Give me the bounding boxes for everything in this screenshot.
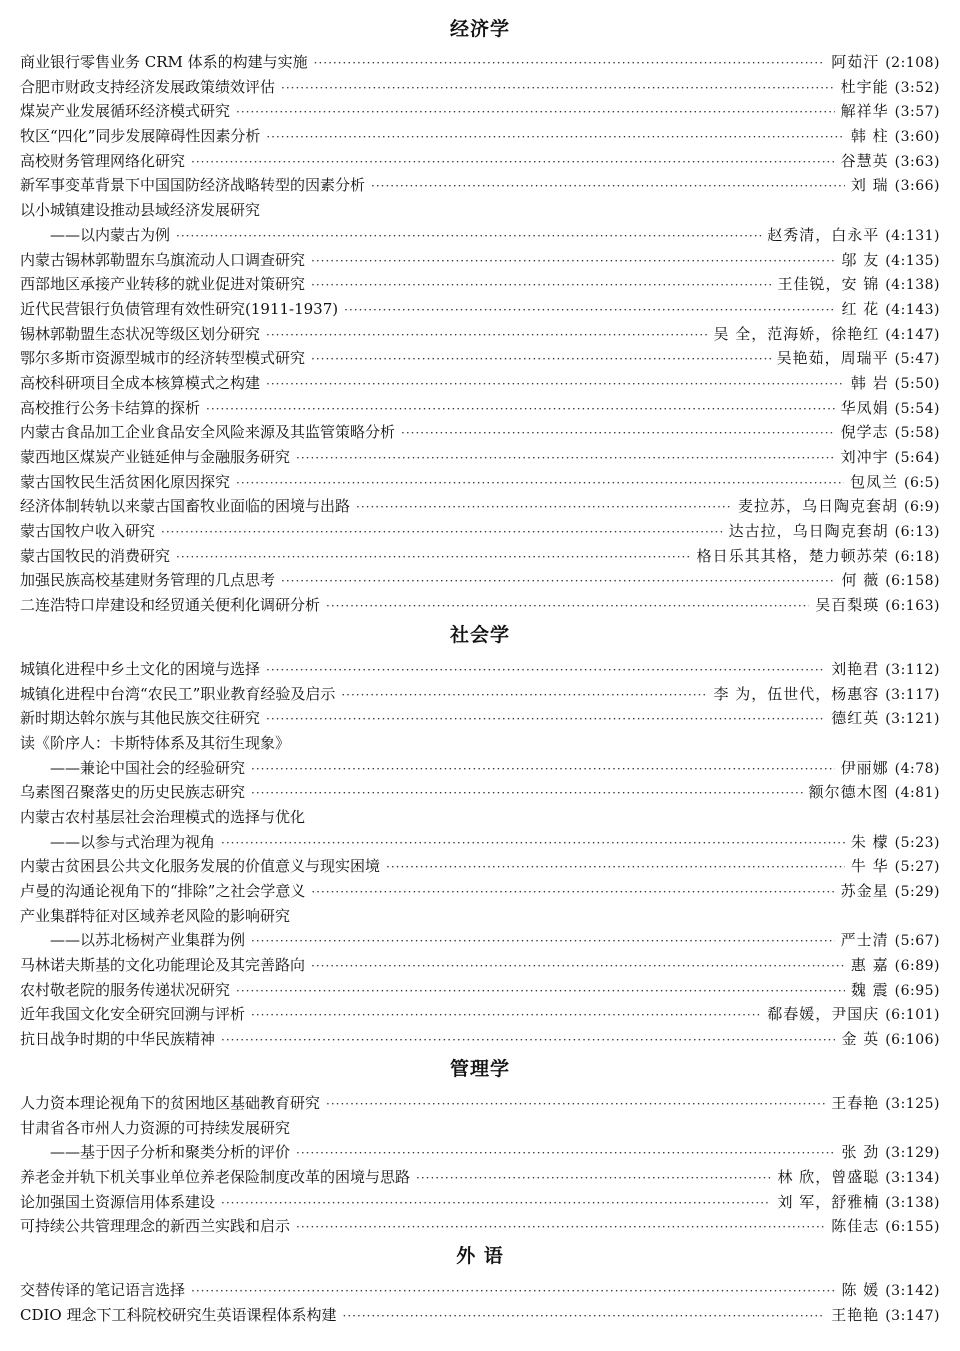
- dot-leader: [281, 569, 835, 594]
- entry-issue-page: (4:131): [885, 227, 940, 244]
- entry-issue-page: (5:47): [894, 351, 940, 368]
- toc-entry[interactable]: [0, 1190, 960, 1215]
- entry-author: 德红英: [831, 709, 880, 728]
- entry-issue-page: (3:112): [885, 661, 940, 678]
- entry-issue-page: (6:95): [894, 982, 940, 999]
- toc-entry[interactable]: [0, 904, 960, 929]
- entry-title: 内蒙古锡林郭勒盟东乌旗流动人口调查研究: [20, 250, 306, 269]
- toc-entry[interactable]: [0, 346, 960, 371]
- entry-title: 人力资本理论视角下的贫困地区基础教育研究: [20, 1093, 321, 1112]
- dot-leader: [251, 781, 803, 806]
- entry-issue-page: (5:58): [894, 425, 940, 442]
- entry-title: 鄂尔多斯市资源型城市的经济转型模式研究: [20, 349, 306, 368]
- dot-leader: [341, 683, 707, 708]
- entry-author: 刘艳君: [831, 659, 880, 678]
- toc-entry[interactable]: [0, 830, 960, 855]
- toc-entry[interactable]: [0, 1214, 960, 1239]
- toc-entry[interactable]: [0, 371, 960, 396]
- entry-issue-page: (5:54): [894, 400, 940, 417]
- dot-leader: [266, 707, 825, 732]
- entry-author: 吴艳茹，周瑞平: [776, 349, 889, 368]
- entry-author: 金 英: [841, 1030, 880, 1049]
- entry-issue-page: (5:29): [894, 884, 940, 900]
- entry-title: 以小城镇建设推动县域经济发展研究: [20, 201, 261, 220]
- entry-issue-page: (6:155): [885, 1219, 940, 1236]
- dot-leader: [326, 594, 809, 619]
- dot-leader: [161, 520, 723, 545]
- dot-leader: [236, 471, 844, 496]
- entry-issue-page: (5:23): [894, 834, 940, 851]
- section-heading: 经济学: [449, 18, 510, 40]
- entry-title: 牧区“四化”同步发展障碍性因素分析: [20, 127, 261, 146]
- dot-leader: [296, 1215, 825, 1240]
- dot-leader: [251, 1003, 761, 1028]
- toc-entry[interactable]: [0, 1278, 960, 1303]
- entry-title: 内蒙古贫困县公共文化服务发展的价值意义与现实困境: [20, 857, 381, 876]
- entry-title: 读《阶序人：卡斯特体系及其衍生现象》: [20, 733, 291, 752]
- dot-leader: [326, 1092, 825, 1117]
- toc-section: [0, 1241, 960, 1327]
- toc-entry[interactable]: [0, 99, 960, 124]
- entry-issue-page: (3:134): [885, 1169, 940, 1186]
- entry-title: ——以参与式治理为视角: [50, 832, 216, 851]
- dot-leader: [281, 76, 835, 101]
- entry-title: 内蒙古农村基层社会治理模式的选择与优化: [20, 807, 306, 826]
- entry-issue-page: (6:106): [885, 1032, 940, 1049]
- entry-title: 近年我国文化安全研究回溯与评析: [20, 1005, 246, 1024]
- entry-author: 朱 檬: [850, 832, 889, 851]
- entry-issue-page: (2:108): [885, 55, 940, 71]
- dot-leader: [191, 150, 835, 175]
- dot-leader: [221, 1191, 771, 1216]
- entry-issue-page: (4:143): [885, 301, 940, 318]
- entry-title: 合肥市财政支持经济发展政策绩效评估: [20, 77, 276, 96]
- entry-author: 吴百梨瑛: [815, 596, 880, 615]
- dot-leader: [251, 757, 835, 782]
- toc-entry[interactable]: [0, 805, 960, 830]
- entry-title: ——以内蒙古为例: [50, 225, 171, 244]
- entry-issue-page: (5:50): [894, 375, 940, 392]
- entry-author: 红 花: [841, 299, 880, 318]
- dot-leader: [236, 100, 835, 125]
- entry-author: 陈佳志: [831, 1217, 880, 1236]
- entry-title: 二连浩特口岸建设和经贸通关便利化调研分析: [20, 596, 321, 615]
- entry-title: 蒙古国牧户收入研究: [20, 522, 156, 541]
- toc-section: [0, 14, 960, 618]
- entry-title: 可持续公共管理理念的新西兰实践和启示: [20, 1217, 291, 1236]
- entry-title: 新时期达斡尔族与其他民族交往研究: [20, 709, 261, 728]
- toc-entry[interactable]: [0, 1303, 960, 1328]
- toc-entry[interactable]: [0, 568, 960, 593]
- toc-entry[interactable]: [0, 173, 960, 198]
- toc-entry[interactable]: [0, 1002, 960, 1027]
- toc-entry[interactable]: [0, 928, 960, 953]
- toc-entry[interactable]: [0, 544, 960, 569]
- dot-leader: [314, 51, 826, 76]
- toc-entry[interactable]: [0, 519, 960, 544]
- entry-title: 近代民营银行负债管理有效性研究(1911-1937): [20, 299, 339, 318]
- entry-author: 倪学志: [840, 423, 889, 442]
- entry-title: 商业银行零售业务 CRM 体系的构建与实施: [20, 53, 308, 71]
- entry-author: 苏金星: [840, 882, 889, 900]
- entry-issue-page: (6:163): [885, 598, 940, 615]
- toc-entry[interactable]: [0, 1140, 960, 1165]
- dot-leader: [386, 855, 845, 880]
- dot-leader: [191, 1279, 835, 1304]
- entry-author: 严士清: [840, 931, 889, 950]
- entry-title: 甘肃省各市州人力资源的可持续发展研究: [20, 1118, 291, 1137]
- entry-author: 杜宇能: [840, 77, 889, 96]
- entry-title: ——以苏北杨树产业集群为例: [50, 931, 246, 950]
- toc-entry[interactable]: [0, 50, 960, 75]
- entry-title: 高校推行公务卡结算的探析: [20, 398, 201, 417]
- dot-leader: [296, 446, 835, 471]
- entry-issue-page: (5:27): [894, 859, 940, 876]
- entry-author: 格日乐其其格，楚力顿苏荣: [696, 546, 889, 565]
- dot-leader: [266, 323, 707, 348]
- entry-author: 魏 震: [850, 980, 889, 999]
- entry-title: 高校科研项目全成本核算模式之构建: [20, 373, 261, 392]
- entry-issue-page: (3:63): [894, 153, 940, 170]
- entry-author: 张 劲: [841, 1143, 880, 1162]
- entry-author: 惠 嘉: [850, 956, 889, 975]
- entry-title: 煤炭产业发展循环经济模式研究: [20, 102, 231, 121]
- entry-issue-page: (4:147): [885, 326, 940, 343]
- dot-leader: [371, 174, 845, 199]
- entry-author: 邬 友: [841, 250, 880, 269]
- toc-entry[interactable]: [0, 149, 960, 174]
- toc-entry[interactable]: [0, 706, 960, 731]
- entry-title: 蒙西地区煤炭产业链延伸与金融服务研究: [20, 448, 291, 466]
- entry-author: 林 欣，曾盛聪: [777, 1167, 880, 1186]
- toc-entry[interactable]: [0, 124, 960, 149]
- entry-author: 吴 全，范海娇，徐艳红: [713, 324, 880, 343]
- toc-entry[interactable]: [0, 657, 960, 682]
- entry-issue-page: (4:135): [885, 252, 940, 269]
- entry-title: 养老金并轨下机关事业单位养老保险制度改革的困境与思路: [20, 1167, 411, 1186]
- toc-entry[interactable]: [0, 953, 960, 978]
- dot-leader: [221, 1028, 835, 1053]
- toc-entry[interactable]: [0, 272, 960, 297]
- entry-title: 抗日战争时期的中华民族精神: [20, 1030, 216, 1049]
- entry-issue-page: (6:5): [904, 474, 940, 491]
- entry-issue-page: (3:147): [885, 1307, 940, 1324]
- toc-entry[interactable]: [0, 322, 960, 347]
- entry-author: 韩 柱: [850, 127, 889, 146]
- entry-author: 华凤娟: [840, 398, 889, 417]
- entry-issue-page: (3:129): [885, 1145, 940, 1162]
- entry-author: 额尔德木图: [808, 783, 889, 802]
- section-heading: 社会学: [449, 623, 510, 646]
- entry-title: 新军事变革背景下中国国防经济战略转型的因素分析: [20, 176, 366, 195]
- dot-leader: [401, 421, 835, 446]
- entry-title: 农村敬老院的服务传递状况研究: [20, 980, 231, 999]
- entry-title: CDIO 理念下工科院校研究生英语课程体系构建: [20, 1305, 337, 1324]
- entry-author: 阿茹汗: [831, 53, 880, 71]
- entry-title: ——基于因子分析和聚类分析的评价: [50, 1143, 291, 1162]
- entry-issue-page: (4:78): [894, 760, 940, 777]
- entry-title: 蒙古国牧民的消费研究: [20, 546, 171, 565]
- dot-leader: [416, 1166, 771, 1191]
- toc-entry[interactable]: [0, 248, 960, 273]
- entry-issue-page: (4:138): [885, 277, 940, 294]
- entry-author: 刘 瑞: [850, 176, 889, 195]
- dot-leader: [311, 273, 771, 298]
- entry-issue-page: (3:60): [894, 129, 940, 146]
- entry-author: 李 为，伍世代，杨惠容: [713, 684, 880, 703]
- entry-issue-page: (6:89): [894, 958, 940, 975]
- entry-issue-page: (5:67): [894, 933, 940, 950]
- dot-leader: [343, 1304, 826, 1329]
- dot-leader: [311, 249, 835, 274]
- entry-author: 王佳锐，安 锦: [777, 275, 880, 294]
- entry-title: 内蒙古食品加工企业食品安全风险来源及其监管策略分析: [20, 423, 396, 442]
- entry-title: 乌素图召聚落史的历史民族志研究: [20, 783, 246, 802]
- entry-author: 王艳艳: [831, 1305, 880, 1324]
- toc-entry[interactable]: [0, 756, 960, 781]
- entry-author: 刘 军，舒雅楠: [777, 1192, 880, 1211]
- toc-entry[interactable]: [0, 1027, 960, 1052]
- toc-entry[interactable]: [0, 198, 960, 223]
- entry-author: 王春艳: [831, 1093, 880, 1112]
- dot-leader: [356, 495, 732, 520]
- entry-title: 高校财务管理网络化研究: [20, 151, 186, 170]
- entry-author: 麦拉苏，乌日陶克套胡: [738, 497, 899, 516]
- toc-section: [0, 1054, 960, 1239]
- dot-leader: [176, 224, 761, 249]
- toc-entry[interactable]: [0, 731, 960, 756]
- entry-author: 谷慧英: [840, 151, 889, 170]
- toc-entry[interactable]: [0, 470, 960, 495]
- entry-title: 西部地区承接产业转移的就业促进对策研究: [20, 275, 306, 294]
- toc-entry[interactable]: [0, 297, 960, 322]
- entry-issue-page: (4:81): [894, 785, 940, 802]
- dot-leader: [266, 372, 845, 397]
- entry-issue-page: (6:158): [885, 573, 940, 590]
- entry-author: 郗春媛，尹国庆: [767, 1005, 880, 1024]
- entry-title: 卢曼的沟通论视角下的“排除”之社会学意义: [20, 882, 306, 900]
- toc-entry[interactable]: [0, 420, 960, 445]
- toc-entry[interactable]: [0, 494, 960, 519]
- entry-issue-page: (3:52): [894, 79, 940, 96]
- toc-section: [0, 620, 960, 1052]
- toc-entry[interactable]: [0, 1116, 960, 1141]
- dot-leader: [206, 397, 835, 422]
- section-heading: 管理学: [449, 1057, 510, 1080]
- entry-issue-page: (3:142): [885, 1282, 940, 1299]
- dot-leader: [251, 929, 835, 954]
- entry-issue-page: (6:9): [904, 499, 940, 516]
- entry-author: 包凤兰: [850, 472, 899, 491]
- entry-title: 交替传译的笔记语言选择: [20, 1280, 186, 1299]
- dot-leader: [311, 347, 771, 372]
- toc-entry[interactable]: [0, 593, 960, 618]
- entry-title: 城镇化进程中台湾“农民工”职业教育经验及启示: [20, 684, 336, 703]
- dot-leader: [221, 831, 845, 856]
- dot-leader: [266, 658, 825, 683]
- entry-issue-page: (6:18): [894, 548, 940, 565]
- entry-title: 加强民族高校基建财务管理的几点思考: [20, 571, 276, 590]
- dot-leader: [176, 545, 691, 570]
- entry-issue-page: (3:117): [885, 686, 940, 703]
- toc-entry[interactable]: [0, 682, 960, 707]
- toc-entry[interactable]: [0, 396, 960, 421]
- entry-issue-page: (6:13): [894, 524, 940, 541]
- toc-entry[interactable]: [0, 780, 960, 805]
- entry-title: 锡林郭勒盟生态状况等级区划分研究: [20, 324, 261, 343]
- entry-title: ——兼论中国社会的经验研究: [50, 758, 246, 777]
- entry-author: 刘冲宇: [840, 448, 889, 466]
- entry-issue-page: (3:138): [885, 1194, 940, 1211]
- dot-leader: [311, 880, 834, 905]
- toc-entry[interactable]: [0, 445, 960, 470]
- entry-title: 经济体制转轨以来蒙古国畜牧业面临的困境与出路: [20, 497, 351, 516]
- entry-author: 牛 华: [850, 857, 889, 876]
- entry-author: 韩 岩: [850, 373, 889, 392]
- dot-leader: [236, 979, 845, 1004]
- dot-leader: [311, 954, 845, 979]
- entry-author: 赵秀清，白永平: [767, 225, 880, 244]
- entry-issue-page: (3:121): [885, 711, 940, 728]
- entry-author: 何 薇: [841, 571, 880, 590]
- entry-issue-page: (3:125): [885, 1095, 940, 1112]
- entry-issue-page: (3:57): [894, 104, 940, 121]
- toc-entry[interactable]: [0, 978, 960, 1003]
- toc-entry[interactable]: [0, 75, 960, 100]
- entry-author: 陈 媛: [841, 1280, 880, 1299]
- toc-entry[interactable]: [0, 879, 960, 904]
- toc-entry[interactable]: [0, 1165, 960, 1190]
- entry-issue-page: (6:101): [885, 1007, 940, 1024]
- dot-leader: [344, 298, 835, 323]
- dot-leader: [296, 1141, 835, 1166]
- entry-issue-page: (3:66): [894, 178, 940, 195]
- entry-issue-page: (5:64): [894, 450, 940, 466]
- entry-title: 马林诺夫斯基的文化功能理论及其完善路向: [20, 956, 306, 975]
- entry-author: 伊丽娜: [840, 758, 889, 777]
- dot-leader: [266, 125, 845, 150]
- section-heading: 外 语: [456, 1244, 504, 1267]
- toc-entry[interactable]: [0, 1091, 960, 1116]
- entry-author: 达古拉，乌日陶克套胡: [728, 522, 889, 541]
- entry-title: 论加强国土资源信用体系建设: [20, 1192, 216, 1211]
- entry-author: 解祥华: [840, 102, 889, 121]
- toc-entry[interactable]: [0, 854, 960, 879]
- toc-entry[interactable]: [0, 223, 960, 248]
- entry-title: 城镇化进程中乡土文化的困境与选择: [20, 659, 261, 678]
- entry-title: 产业集群特征对区域养老风险的影响研究: [20, 906, 291, 925]
- entry-title: 蒙古国牧民生活贫困化原因探究: [20, 472, 231, 491]
